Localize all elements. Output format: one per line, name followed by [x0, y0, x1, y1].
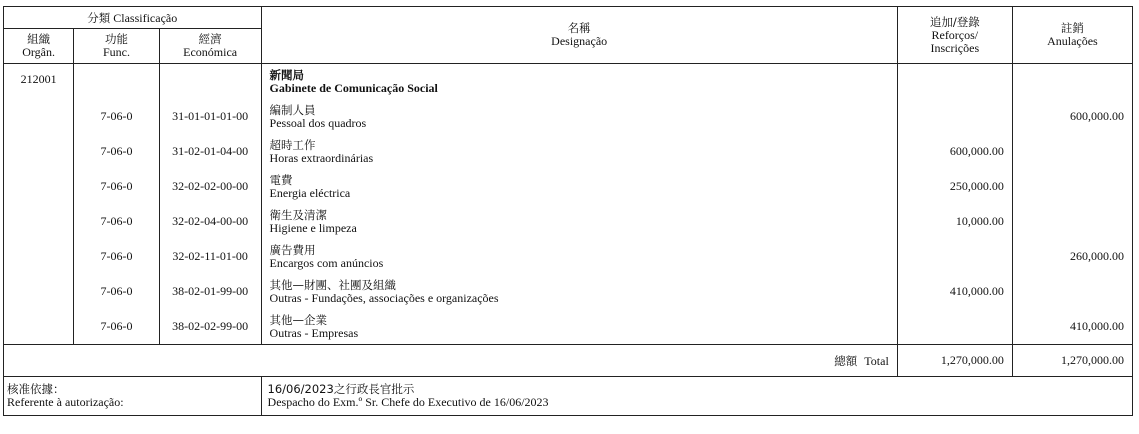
authorization-label-zh: 核准依據： [7, 382, 65, 396]
anulacoes-value: 410,000.00 [1012, 309, 1132, 345]
func-header [74, 29, 160, 64]
authorization-text [261, 377, 1132, 416]
econ-code: 31-01-01-01-00 [159, 99, 261, 134]
entity-name [261, 64, 897, 100]
entity-anu-empty [1012, 64, 1132, 100]
designation-zh: 超時工作 [269, 137, 316, 152]
total-reforcos: 1,270,000.00 [897, 345, 1012, 377]
designation-zh: 衛生及清潔 [269, 207, 328, 222]
designation-pt: Horas extraordinárias [269, 150, 374, 165]
entity-func-empty [74, 64, 160, 100]
designation-zh: 廣告費用 [269, 242, 316, 257]
designation [261, 134, 897, 169]
func-code: 7-06-0 [74, 99, 160, 134]
reforcos-header [897, 7, 1012, 64]
econ-pt: Económica [183, 45, 238, 59]
designation [261, 99, 897, 134]
org-zh: 組織 [27, 32, 51, 46]
org-code: 212001 [4, 64, 74, 345]
table-row [4, 99, 1133, 134]
func-zh: 功能 [104, 32, 128, 46]
entity-row [4, 64, 1133, 100]
total-row [4, 345, 1133, 377]
func-code: 7-06-0 [74, 309, 160, 345]
reforcos-value: 600,000.00 [897, 134, 1012, 169]
anulacoes-value: 260,000.00 [1012, 239, 1132, 274]
table-row [4, 204, 1133, 239]
authorization-label-pt: Referente à autorização: [7, 395, 124, 409]
func-code: 7-06-0 [74, 274, 160, 309]
econ-code: 32-02-04-00-00 [159, 204, 261, 239]
classification-header [4, 7, 262, 29]
total-label [4, 345, 898, 377]
authorization-text-zh: 16/06/2023之行政長官批示 [267, 382, 415, 396]
func-pt: Func. [102, 45, 130, 59]
designation [261, 239, 897, 274]
func-code: 7-06-0 [74, 239, 160, 274]
table-row [4, 239, 1133, 274]
entity-name-pt: Gabinete de Comunicação Social [269, 80, 438, 95]
reforcos-pt2: Inscrições [930, 40, 980, 55]
entity-ref-empty [897, 64, 1012, 100]
func-code: 7-06-0 [74, 134, 160, 169]
designation-zh: 其他—企業 [269, 312, 328, 327]
entity-name-zh: 新聞局 [269, 67, 305, 82]
designation [261, 169, 897, 204]
reforcos-value [897, 99, 1012, 134]
table-row [4, 169, 1133, 204]
designation-pt: Outras - Fundações, associações e organizações [269, 290, 499, 305]
designation [261, 274, 897, 309]
total-label-pt: Total [864, 353, 889, 368]
econ-code: 32-02-11-01-00 [159, 239, 261, 274]
designation-zh: 名稱 [567, 21, 591, 35]
reforcos-zh: 追加/登錄 [929, 14, 980, 29]
reforcos-value: 10,000.00 [897, 204, 1012, 239]
table-row [4, 309, 1133, 345]
anulacoes-pt: Anulações [1047, 34, 1098, 48]
anulacoes-value: 600,000.00 [1012, 99, 1132, 134]
org-pt: Orgân. [22, 45, 55, 59]
authorization-text-pt: Despacho do Exm.º Sr. Chefe do Executivo de 16/06/2023 [267, 395, 549, 409]
econ-code: 38-02-02-99-00 [159, 309, 261, 345]
designation-header [261, 7, 897, 64]
designation-pt: Pessoal dos quadros [269, 115, 367, 130]
authorization-label [4, 377, 262, 416]
econ-code: 31-02-01-04-00 [159, 134, 261, 169]
anulacoes-value [1012, 274, 1132, 309]
designation [261, 204, 897, 239]
designation-pt: Encargos com anúncios [269, 255, 384, 270]
budget-sheet [3, 6, 1134, 431]
designation-zh: 編制人員 [269, 102, 316, 117]
table-row [4, 134, 1133, 169]
anulacoes-zh: 註銷 [1060, 21, 1084, 35]
designation-pt: Outras - Empresas [269, 325, 359, 340]
anulacoes-value [1012, 204, 1132, 239]
budget-table [3, 6, 1133, 416]
func-code: 7-06-0 [74, 204, 160, 239]
anulacoes-header [1012, 7, 1132, 64]
designation-pt: Higiene e limpeza [269, 220, 357, 235]
designation-pt: Designação [551, 34, 608, 48]
total-anulacoes: 1,270,000.00 [1012, 345, 1132, 377]
table-row [4, 274, 1133, 309]
econ-code: 38-02-01-99-00 [159, 274, 261, 309]
designation-pt: Energia eléctrica [269, 185, 351, 200]
reforcos-value [897, 239, 1012, 274]
func-code: 7-06-0 [74, 169, 160, 204]
designation-zh: 電費 [269, 172, 293, 187]
anulacoes-value [1012, 134, 1132, 169]
classification-zh: 分類 [87, 10, 111, 25]
reforcos-value: 410,000.00 [897, 274, 1012, 309]
econ-zh: 經濟 [198, 32, 222, 46]
reforcos-value [897, 309, 1012, 345]
designation-zh: 其他—財團、社團及組織 [269, 277, 397, 292]
entity-econ-empty [159, 64, 261, 100]
econ-code: 32-02-02-00-00 [159, 169, 261, 204]
reforcos-value: 250,000.00 [897, 169, 1012, 204]
authorization-row [4, 377, 1133, 416]
anulacoes-value [1012, 169, 1132, 204]
econ-header [159, 29, 261, 64]
reforcos-pt1: Reforços/ [931, 27, 979, 42]
classification-pt: Classificação [113, 10, 178, 25]
org-header [4, 29, 74, 64]
total-label-zh: 總額 [834, 353, 858, 368]
designation [261, 309, 897, 345]
